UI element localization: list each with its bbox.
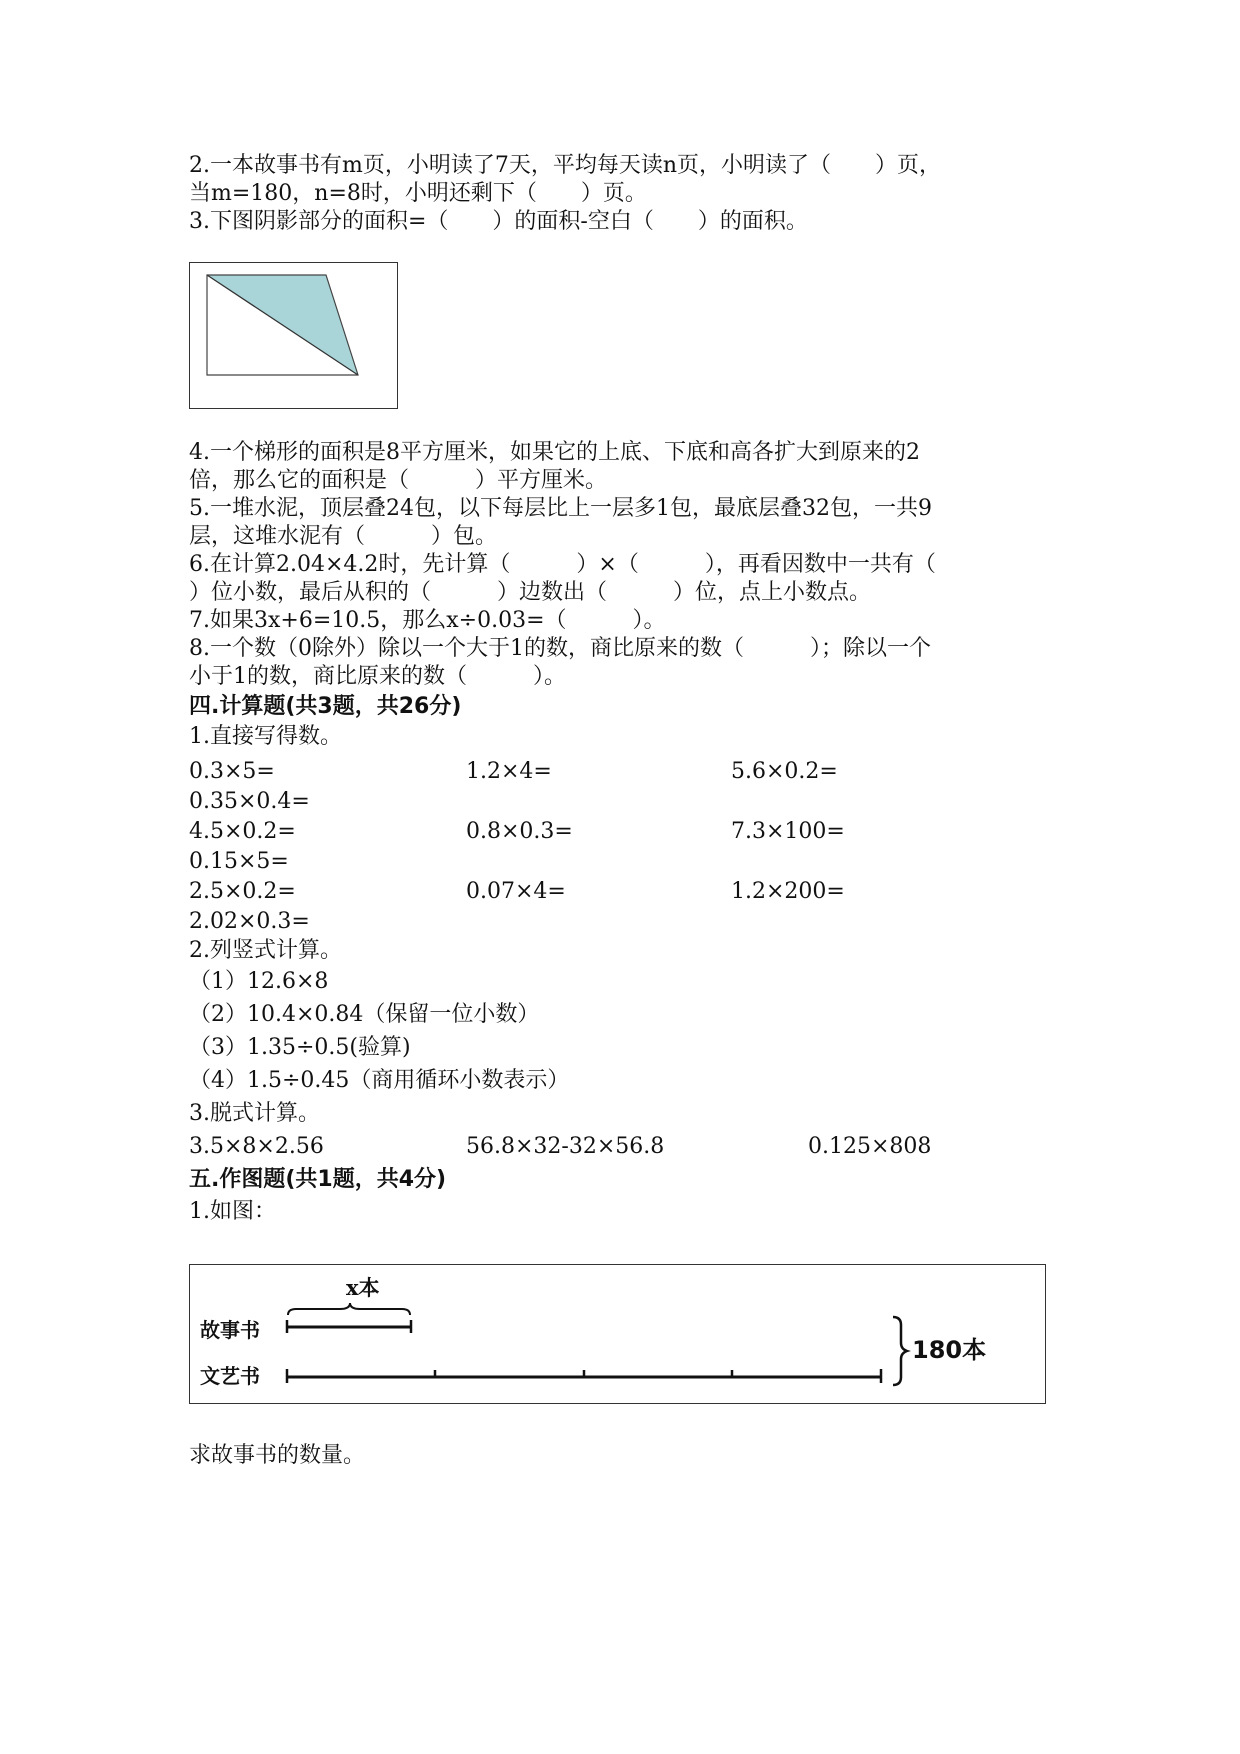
calc-row [189, 787, 1089, 817]
calc-item: 0.8×0.3= [466, 819, 573, 844]
top-x-label: x本 [346, 1275, 380, 1300]
vertical-calc-item: （1）12.6×8 [189, 969, 329, 994]
q6-line2: ）位小数，最后从积的（ ）边数出（ ）位，点上小数点。 [189, 580, 872, 605]
q2-line2: 当m=180，n=8时，小明还剩下（ ）页。 [189, 181, 647, 206]
q4-line1: 4.一个梯形的面积是8平方厘米，如果它的上底、下底和高各扩大到原来的2 [189, 440, 920, 465]
calc-row [189, 847, 1089, 877]
s5-question: 求故事书的数量。 [189, 1443, 366, 1468]
top-brace [288, 1303, 410, 1315]
s5-q1-title: 1.如图： [189, 1199, 276, 1224]
trapezoid-svg [190, 263, 397, 408]
right-brace [893, 1317, 907, 1385]
calc-row [189, 757, 1089, 787]
q5-line2: 层，这堆水泥有（ ）包。 [189, 524, 498, 549]
section5-title: 五.作图题(共1题，共4分) [189, 1167, 447, 1192]
total-label: 180本 [912, 1336, 987, 1364]
q4-line2: 倍，那么它的面积是（ ）平方厘米。 [189, 468, 608, 493]
calc-item: 7.3×100= [731, 819, 845, 844]
calc-row [189, 817, 1089, 847]
stepwise-item: 3.5×8×2.56 [189, 1134, 324, 1159]
q6-line1: 6.在计算2.04×4.2时，先计算（ ）×（ ），再看因数中一共有（ [189, 552, 936, 577]
book-diagram-svg [190, 1265, 1045, 1403]
q8-line1: 8.一个数（0除外）除以一个大于1的数，商比原来的数（ ）；除以一个 [189, 636, 931, 661]
calc-item: 0.3×5= [189, 759, 275, 784]
stepwise-calc-row [189, 1130, 1089, 1164]
art-book-label: 文艺书 [200, 1364, 260, 1388]
shaded-trapezoid-figure [189, 262, 398, 409]
calc-item: 4.5×0.2= [189, 819, 296, 844]
stepwise-item: 0.125×808 [808, 1134, 932, 1159]
stepwise-item: 56.8×32-32×56.8 [466, 1134, 665, 1159]
calc-item: 0.15×5= [189, 849, 289, 874]
section4-title: 四.计算题(共3题，共26分) [189, 694, 462, 719]
worksheet [189, 152, 1089, 1470]
calc-item: 2.02×0.3= [189, 909, 310, 934]
calc-row [189, 907, 1089, 937]
q2-line1: 2.一本故事书有m页，小明读了7天，平均每天读n页，小明读了（ ）页， [189, 153, 942, 178]
story-book-label: 故事书 [200, 1318, 260, 1342]
q8-line2: 小于1的数，商比原来的数（ ）。 [189, 664, 566, 689]
calc-item: 0.35×0.4= [189, 789, 310, 814]
s4-q3-title: 3.脱式计算。 [189, 1101, 320, 1126]
s4-q2-title: 2.列竖式计算。 [189, 938, 342, 963]
book-line-diagram [189, 1264, 1046, 1404]
vertical-calc-item: （4）1.5÷0.45（商用循环小数表示） [189, 1068, 570, 1093]
vertical-calc-item: （2）10.4×0.84（保留一位小数） [189, 1002, 540, 1027]
q7-line1: 7.如果3x+6=10.5，那么x÷0.03=（ ）。 [189, 608, 666, 633]
calc-item: 5.6×0.2= [731, 759, 838, 784]
q3-line1: 3.下图阴影部分的面积=（ ）的面积-空白（ ）的面积。 [189, 209, 808, 234]
calc-item: 1.2×200= [731, 879, 845, 904]
vertical-calc-item: （3）1.35÷0.5(验算) [189, 1035, 411, 1060]
calc-item: 1.2×4= [466, 759, 552, 784]
calc-item: 2.5×0.2= [189, 879, 296, 904]
s4-q1-title: 1.直接写得数。 [189, 724, 342, 749]
calc-row [189, 877, 1089, 907]
q5-line1: 5.一堆水泥，顶层叠24包，以下每层比上一层多1包，最底层叠32包，一共9 [189, 496, 932, 521]
calc-item: 0.07×4= [466, 879, 566, 904]
